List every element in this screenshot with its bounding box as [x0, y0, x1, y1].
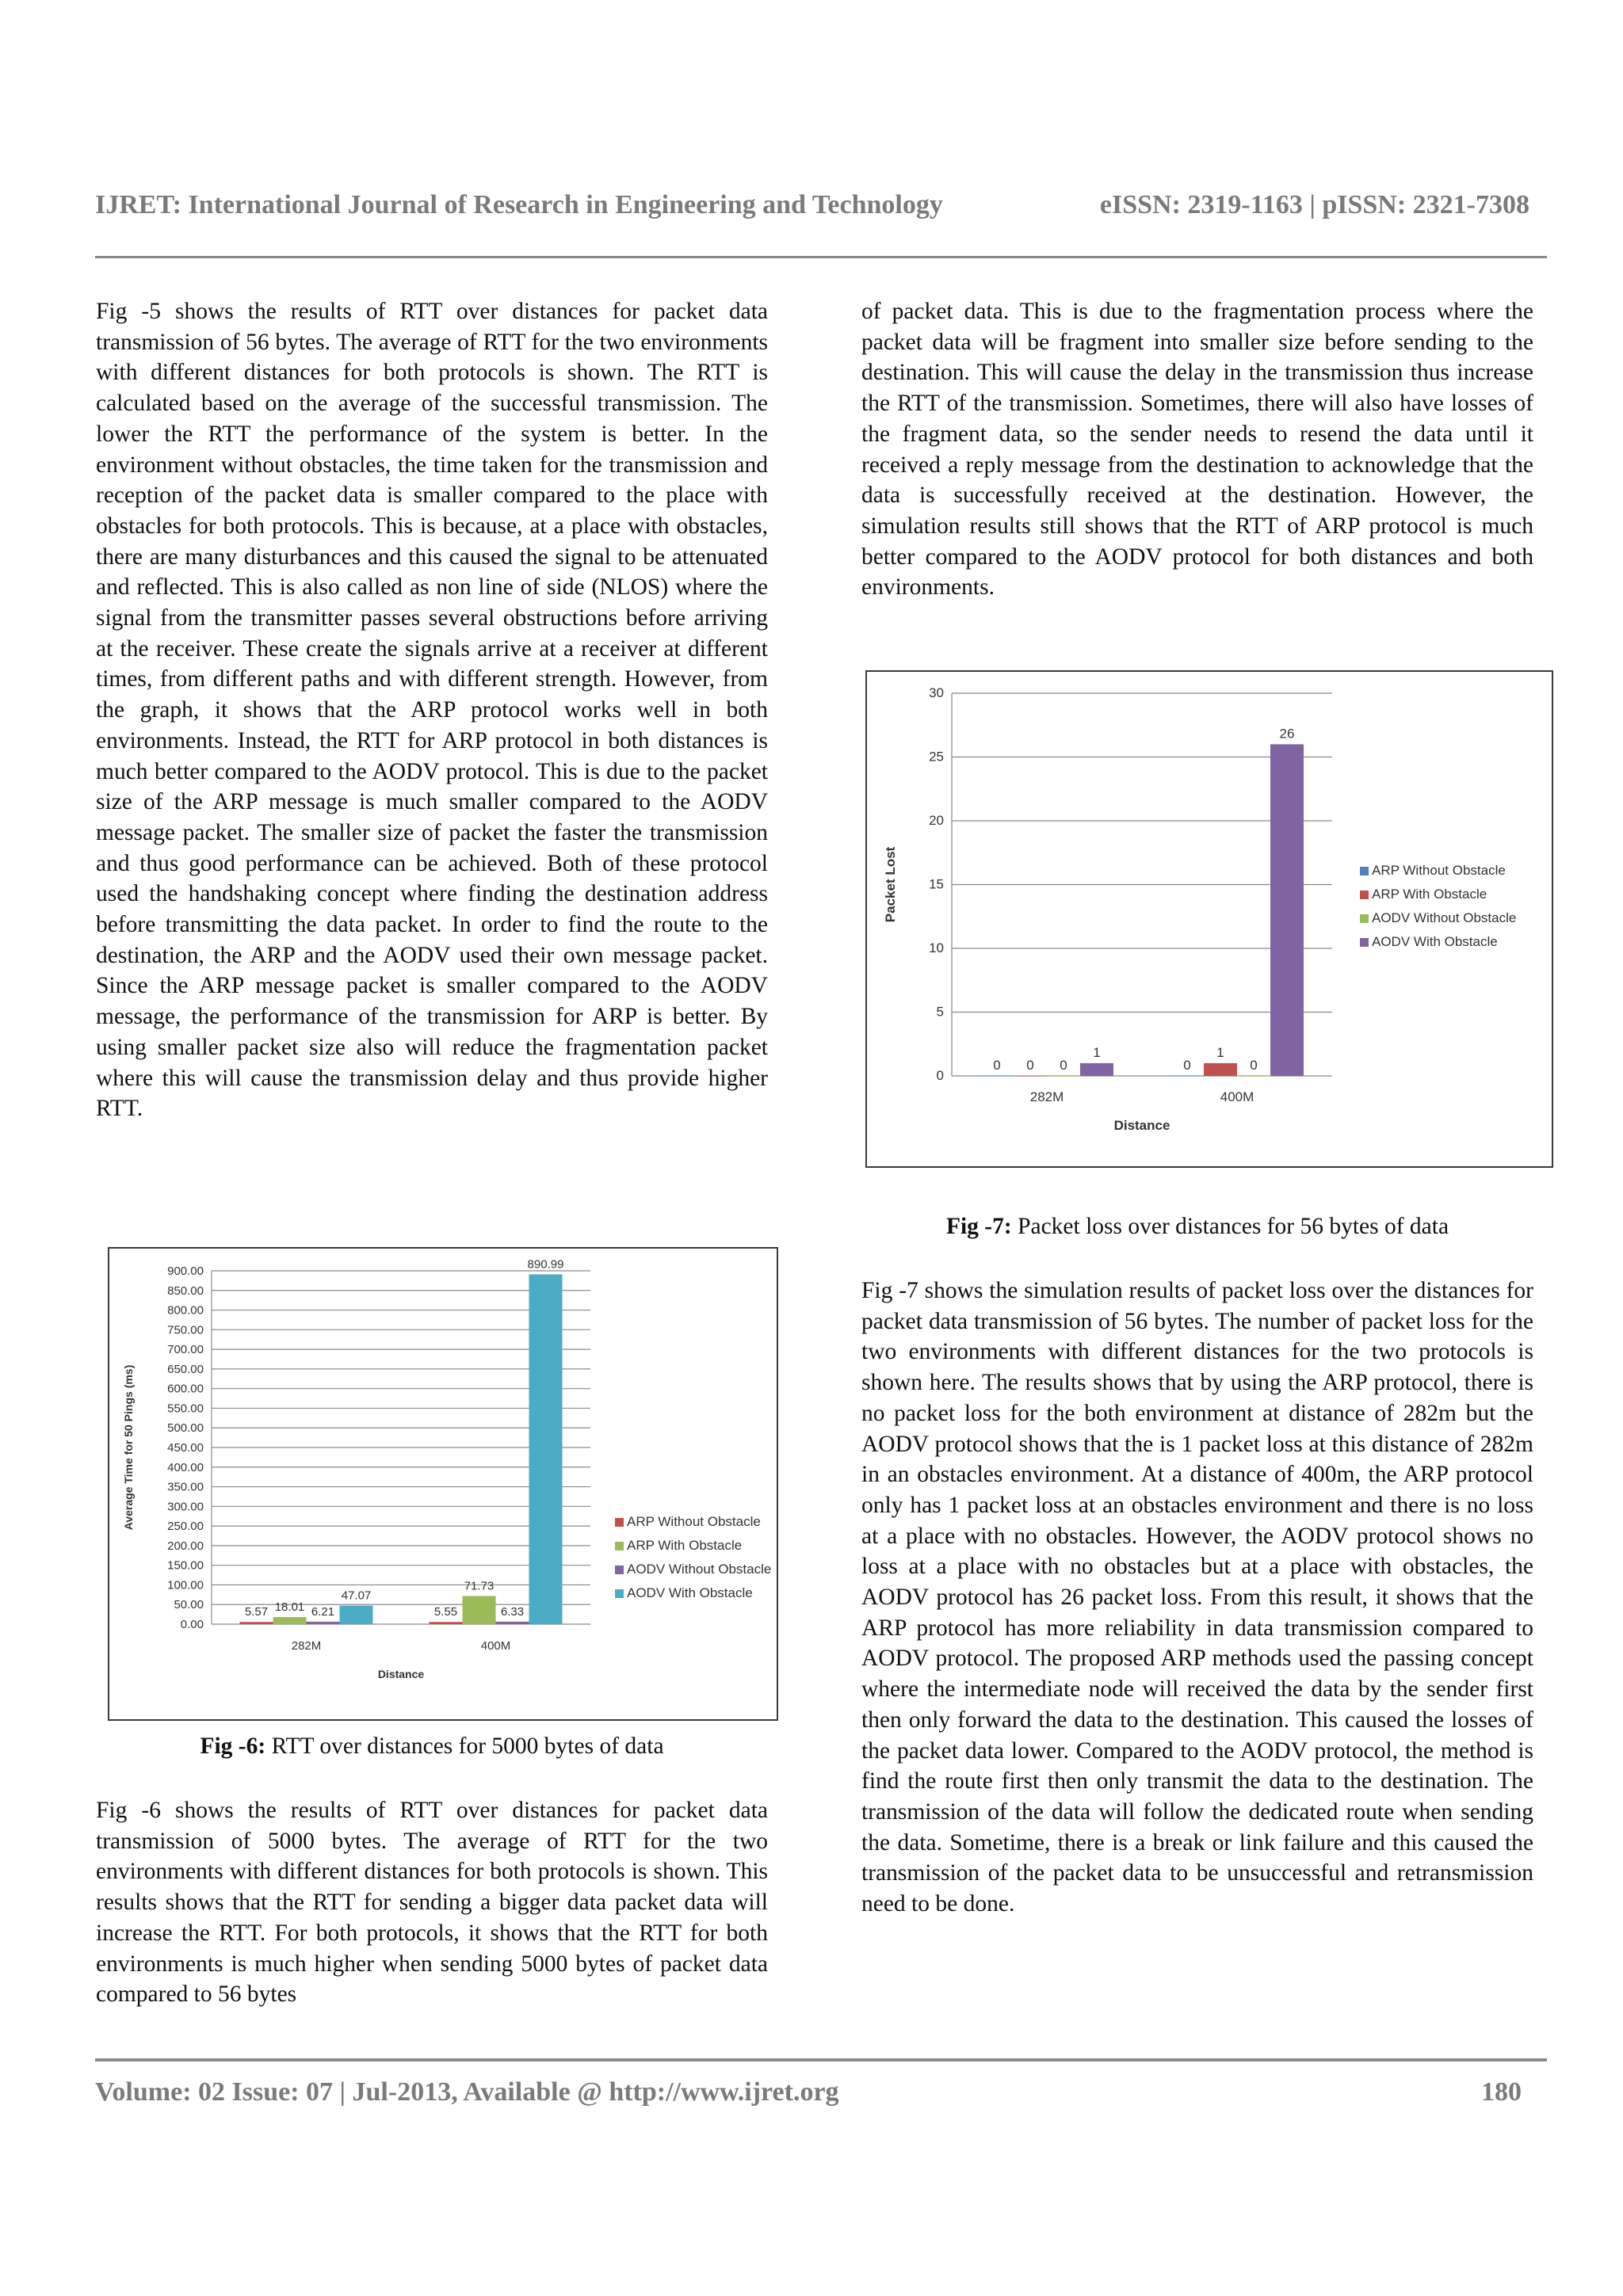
left-column-text-top — [96, 296, 768, 1124]
issn-info: eISSN: 2319-1163 | pISSN: 2321-7308 — [1099, 190, 1529, 219]
bar-value-label: 1 — [1216, 1044, 1224, 1060]
bar — [1237, 1076, 1270, 1077]
y-tick-label: 350.00 — [167, 1480, 204, 1494]
legend-swatch-icon — [615, 1589, 624, 1598]
x-category-label: 400M — [1220, 1089, 1254, 1104]
legend-item — [1360, 859, 1516, 883]
y-tick-label: 700.00 — [167, 1343, 204, 1357]
legend-item — [615, 1510, 771, 1534]
bar-value-label: 0 — [1250, 1058, 1258, 1073]
x-category-label: 400M — [480, 1639, 511, 1653]
y-tick-label: 20 — [929, 813, 944, 828]
bar — [1204, 1063, 1237, 1076]
y-tick-label: 200.00 — [167, 1539, 204, 1553]
bar — [430, 1622, 463, 1624]
bar-value-label: 71.73 — [464, 1579, 495, 1593]
fig7-caption-label: Fig -7: — [945, 1214, 1012, 1239]
bar-value-label: 6.21 — [311, 1604, 335, 1619]
legend-swatch-icon — [1360, 891, 1369, 899]
right-column-text-bottom — [861, 1276, 1533, 1920]
y-tick-label: 100.00 — [167, 1578, 204, 1592]
legend-swatch-icon — [615, 1542, 624, 1550]
bar — [529, 1274, 563, 1624]
x-axis-title: Distance — [1113, 1118, 1170, 1133]
legend-label: AODV With Obstacle — [1372, 934, 1498, 949]
bar — [1014, 1076, 1047, 1077]
bar — [307, 1622, 340, 1624]
bar-value-label: 0 — [993, 1058, 1001, 1073]
figure-7-chart — [865, 670, 1553, 1168]
running-footer — [95, 2077, 1522, 2107]
bar — [1170, 1076, 1204, 1077]
legend-item — [615, 1581, 771, 1605]
bar — [463, 1596, 496, 1624]
y-axis-title: Average Time for 50 Pings (ms) — [122, 1364, 135, 1531]
y-tick-label: 50.00 — [174, 1598, 204, 1612]
legend-item — [615, 1534, 771, 1558]
y-tick-label: 650.00 — [167, 1362, 204, 1376]
header-rule — [95, 256, 1547, 258]
fig6-caption-text: RTT over distances for 5000 bytes of data — [265, 1733, 664, 1759]
legend-item — [1360, 930, 1516, 954]
bar-value-label: 0 — [1183, 1058, 1191, 1073]
bar-value-label: 0 — [1026, 1058, 1034, 1073]
bar — [1047, 1076, 1080, 1077]
legend-swatch-icon — [1360, 938, 1369, 947]
volume-info: Volume: 02 Issue: 07 | Jul-2013, Available @ http://www.ijret.org — [95, 2077, 839, 2107]
y-tick-label: 30 — [929, 685, 944, 700]
bar-value-label: 6.33 — [500, 1604, 525, 1619]
y-tick-label: 600.00 — [167, 1382, 204, 1396]
bar — [496, 1622, 529, 1624]
y-axis-title: Packet Lost — [883, 846, 898, 923]
legend-label: AODV Without Obstacle — [1372, 910, 1517, 925]
bar — [1080, 1063, 1113, 1076]
y-tick-label: 450.00 — [167, 1441, 204, 1455]
fig6-caption-label: Fig -6: — [200, 1733, 266, 1759]
legend-item — [1360, 906, 1516, 930]
legend-swatch-icon — [615, 1518, 624, 1527]
legend-swatch-icon — [1360, 867, 1369, 875]
y-tick-label: 15 — [929, 876, 944, 892]
figure-6-caption — [96, 1733, 768, 1760]
y-tick-label: 250.00 — [167, 1520, 204, 1534]
paragraph-fig6-discussion: Fig -6 shows the results of RTT over distances for packet data transmission of 5000 bytes. The average of RTT for the two environments with different distances for both protocols is shown. This results shows that the RTT for sending a bigger data packet data will increase the RTT. For both protocols, it shows that the RTT for both environments is much higher when sending 5000 bytes of packet data compared to 56 bytes — [96, 1798, 768, 2008]
bar-value-label: 47.07 — [341, 1589, 372, 1603]
bar — [340, 1606, 373, 1624]
bar — [980, 1076, 1014, 1077]
y-tick-label: 5 — [936, 1004, 944, 1020]
legend-label: AODV Without Obstacle — [627, 1562, 772, 1577]
fig6-plot — [109, 1249, 777, 1719]
y-tick-label: 0.00 — [180, 1618, 204, 1631]
fig7-legend — [1360, 859, 1516, 954]
x-category-label: 282M — [291, 1639, 322, 1653]
bar-value-label: 1 — [1093, 1044, 1101, 1060]
journal-title: IJRET: International Journal of Research in Engineering and Technology — [95, 190, 943, 219]
legend-item — [1360, 883, 1516, 906]
bar-value-label: 5.57 — [244, 1605, 269, 1619]
y-tick-label: 0 — [936, 1068, 944, 1083]
legend-label: ARP With Obstacle — [627, 1538, 743, 1553]
paragraph-fragmentation: of packet data. This is due to the fragmentation process where the packet data will be fragment into smaller size before sending to the destination. This will cause the delay in the transmission thus increase the RTT of the transmission. Sometimes, there will also have losses of the fragment data, so the sender needs to resend the data until it received a reply message from the destination to acknowledge that the data is successfully received at the destination. However, the simulation results still shows that the RTT of ARP protocol is much better compared to the AODV protocol for both distances and both environments. — [861, 299, 1533, 601]
y-tick-label: 10 — [929, 940, 944, 955]
y-tick-label: 25 — [929, 749, 944, 765]
bar-value-label: 5.55 — [433, 1605, 458, 1619]
bar-value-label: 890.99 — [527, 1257, 564, 1272]
y-tick-label: 500.00 — [167, 1421, 204, 1436]
y-tick-label: 300.00 — [167, 1500, 204, 1514]
bar — [273, 1617, 307, 1624]
paragraph-fig5-discussion: Fig -5 shows the results of RTT over distances for packet data transmission of 56 bytes. The average of RTT for the two environments with different distances for both protocols is shown. The RTT is calculated based on the average of the successful transmission. The lower the RTT the performance of the system is better. In the environment without obstacles, the time taken for the transmission and reception of the packet data is smaller compared to the place with obstacles for both protocols. This is because, at a place with obstacles, there are many disturbances and this caused the signal to be attenuated and reflected. This is also called as non line of side (NLOS) where the signal from the transmitter passes several obstructions before arriving at the receiver. These create the signals arrive at a receiver at different times, from different paths and with different strength. However, from the graph, it shows that the ARP protocol works well in both environments. Instead, the RTT for ARP protocol in both distances is much better compared to the AODV protocol. This is due to the packet size of the ARP message is much smaller compared to the AODV message packet. The smaller size of packet the faster the transmission and thus good performance can be achieved. Both of these protocol used the handshaking concept where finding the destination address before transmitting the data packet. In order to find the route to the destination, the ARP and the AODV used their own message packet. Since the ARP message packet is smaller compared to the AODV message, the performance of the transmission for ARP is better. By using smaller packet size also will reduce the fragmentation packet where this will cause the transmission delay and thus provide higher RTT. — [96, 299, 768, 1122]
x-category-label: 282M — [1029, 1089, 1064, 1104]
page-number: 180 — [1481, 2077, 1522, 2107]
fig6-legend — [615, 1510, 771, 1605]
left-column-text-bottom — [96, 1795, 768, 2010]
legend-swatch-icon — [1360, 914, 1369, 923]
y-tick-label: 400.00 — [167, 1460, 204, 1474]
legend-label: ARP With Obstacle — [1372, 887, 1487, 902]
legend-swatch-icon — [615, 1566, 624, 1574]
paragraph-fig7-discussion: Fig -7 shows the simulation results of packet loss over the distances for packet data transmission of 56 bytes. The number of packet loss for the two environments with different distances for the two protocols is shown here. The results shows that by using the ARP protocol, there is no packet loss for the both environment at distance of 282m but the AODV protocol shows that the is 1 packet loss at this distance of 282m in an obstacles environment. At a distance of 400m, the ARP protocol only has 1 packet loss at an obstacles environment and there is no loss at a place with no obstacles. However, the AODV protocol shows no loss at a place with no obstacles but at a place with obstacles, the AODV protocol has 26 packet loss. From this result, it shows that the ARP protocol has more reliability in data transmission compared to AODV protocol. The proposed ARP methods used the passing concept where the intermediate node will received the data by the sender first then only forward the data to the destination. This caused the losses of the packet data lower. Compared to the AODV protocol, the method is find the route first then only transmit the data to the destination. The transmission of the data will follow the dedicated route when sending the data. Sometime, there is a break or link failure and this caused the transmission of the packet data to be unsuccessful and retransmission need to be done. — [861, 1278, 1533, 1917]
figure-6-chart — [108, 1247, 778, 1721]
footer-rule — [95, 2058, 1547, 2061]
y-tick-label: 800.00 — [167, 1303, 204, 1318]
bar — [1270, 744, 1304, 1076]
bar — [240, 1622, 273, 1624]
bar-value-label: 0 — [1060, 1058, 1067, 1073]
bar-value-label: 18.01 — [274, 1600, 305, 1615]
y-tick-label: 550.00 — [167, 1402, 204, 1416]
legend-label: AODV With Obstacle — [627, 1585, 753, 1600]
running-header — [95, 190, 1529, 225]
y-tick-label: 150.00 — [167, 1558, 204, 1573]
legend-item — [615, 1558, 771, 1581]
y-tick-label: 900.00 — [167, 1264, 204, 1278]
y-tick-label: 750.00 — [167, 1323, 204, 1337]
bar-value-label: 26 — [1279, 726, 1295, 742]
x-axis-title: Distance — [377, 1668, 425, 1680]
right-column-text-top — [861, 296, 1533, 603]
legend-label: ARP Without Obstacle — [627, 1514, 761, 1529]
fig7-caption-text: Packet loss over distances for 56 bytes of data — [1011, 1214, 1449, 1239]
figure-7-caption — [861, 1214, 1533, 1240]
legend-label: ARP Without Obstacle — [1372, 863, 1506, 878]
y-tick-label: 850.00 — [167, 1283, 204, 1298]
